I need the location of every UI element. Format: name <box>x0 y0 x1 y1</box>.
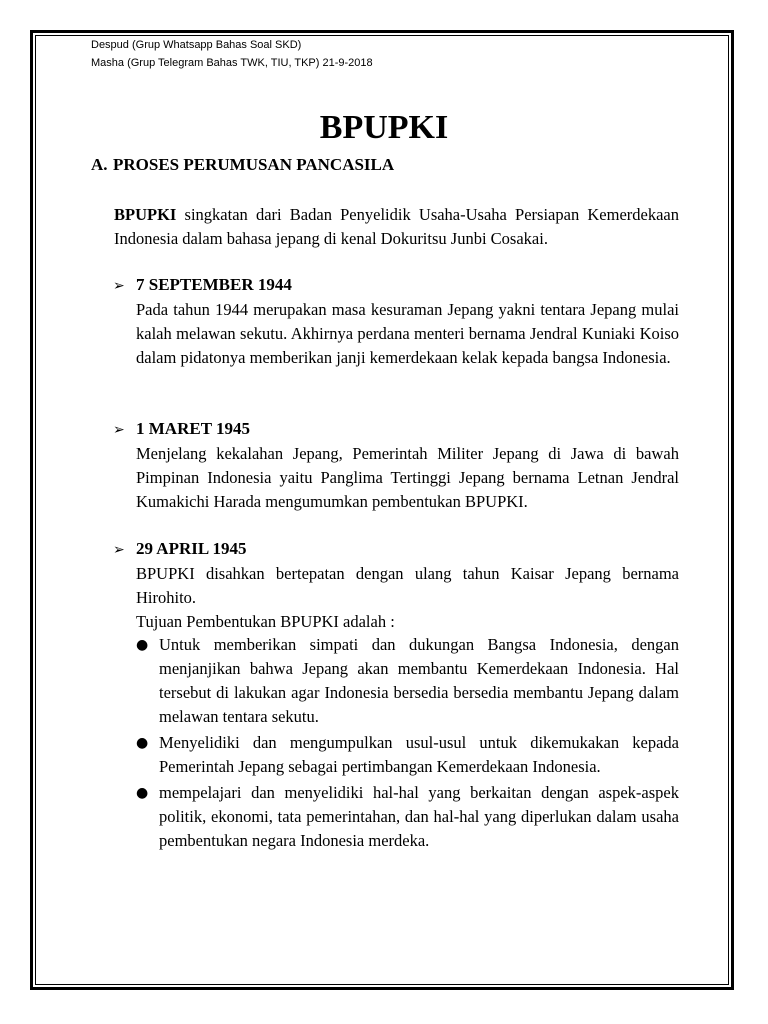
list-item <box>136 633 679 729</box>
list-item <box>136 781 679 853</box>
event-date: 7 SEPTEMBER 1944 <box>136 275 292 294</box>
event-heading <box>113 418 250 441</box>
header-note-whatsapp: Despud (Grup Whatsapp Bahas Soal SKD) <box>91 39 302 51</box>
intro-text: singkatan dari Badan Penyelidik Usaha-Usaha Persiapan Kemerdekaan Indonesia dalam bahasa jepang di kenal Dokuritsu Junbi Cosakai. <box>114 205 679 248</box>
list-item <box>136 731 679 779</box>
event-date: 29 APRIL 1945 <box>136 539 247 558</box>
section-heading <box>91 154 394 176</box>
arrow-bullet-icon: ➢ <box>113 422 125 438</box>
event-heading <box>113 274 292 297</box>
list-item-text: Menyelidiki dan mengumpulkan usul-usul untuk dikemukakan kepada Pemerintah Jepang sebagai pertimbangan Kemerdekaan Indonesia. <box>159 733 679 776</box>
round-bullet-icon: ● <box>136 785 149 801</box>
purpose-list <box>136 633 679 855</box>
purpose-intro: Tujuan Pembentukan BPUPKI adalah : <box>136 612 395 631</box>
document-title: BPUPKI <box>319 109 449 146</box>
event-paragraph: Pada tahun 1944 merupakan masa kesuraman Jepang yakni tentara Jepang mulai kalah melawan sekutu. Akhirnya perdana menteri bernama Jendral Kuniaki Koiso dalam pidatonya memberikan janji kemerdekaan kelak kepada bangsa Indonesia. <box>136 300 679 367</box>
list-item-text: mempelajari dan menyelidiki hal-hal yang berkaitan dengan aspek-aspek politik, ekonomi, tata pemerintahan, dan hal-hal yang diperlukan dalam usaha pembentukan negara Indonesia merdeka. <box>159 783 679 850</box>
intro-paragraph <box>114 203 679 251</box>
arrow-bullet-icon: ➢ <box>113 542 125 558</box>
section-heading-text: PROSES PERUMUSAN PANCASILA <box>113 155 395 174</box>
event-paragraph: Menjelang kekalahan Jepang, Pemerintah Militer Jepang di Jawa di bawah Pimpinan Indonesia yaitu Panglima Tertinggi Jepang bernama Letnan Jendral Kumakichi Harada mengumumkan pembentukan BPUPKI. <box>136 444 679 511</box>
list-item-text: Untuk memberikan simpati dan dukungan Bangsa Indonesia, dengan menjanjikan bahwa Jepang akan membantu Kemerdekaan Indonesia. Hal tersebut di lakukan agar Indonesia bersedia bersedia membantu Jepang dalam melawan tentara sekutu. <box>159 635 679 726</box>
header-note-telegram: Masha (Grup Telegram Bahas TWK, TIU, TKP) 21-9-2018 <box>91 57 373 69</box>
round-bullet-icon: ● <box>136 637 149 653</box>
event-paragraph: BPUPKI disahkan bertepatan dengan ulang tahun Kaisar Jepang bernama Hirohito. <box>136 564 679 607</box>
arrow-bullet-icon: ➢ <box>113 278 125 294</box>
round-bullet-icon: ● <box>136 735 149 751</box>
event-heading <box>113 538 247 561</box>
section-letter: A. <box>91 155 108 174</box>
event-date: 1 MARET 1945 <box>136 419 250 438</box>
intro-bold-term: BPUPKI <box>114 205 177 224</box>
